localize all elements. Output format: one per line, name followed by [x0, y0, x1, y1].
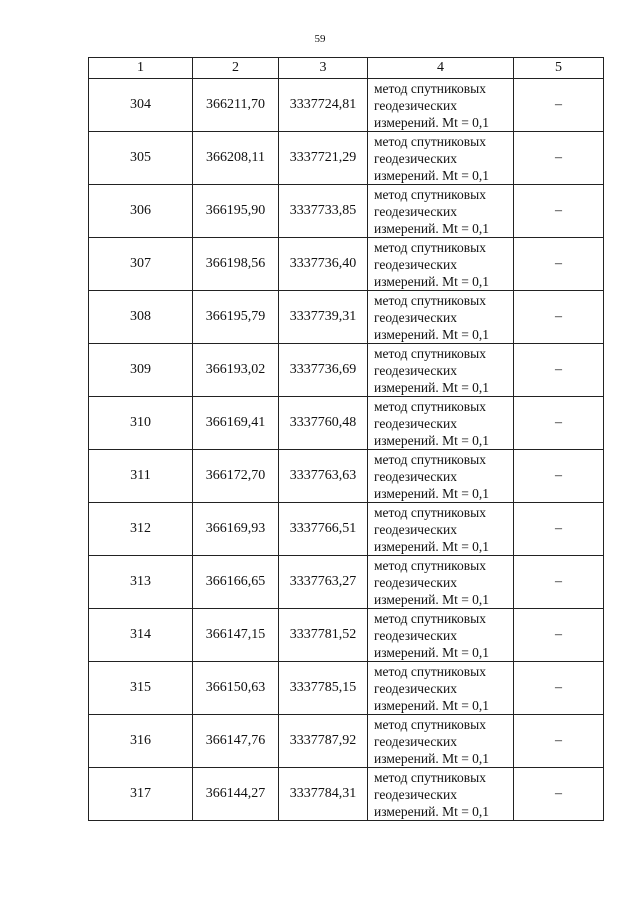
- cell-point-number: 311: [89, 450, 193, 503]
- method-line: геодезических: [374, 521, 457, 537]
- method-line: метод спутниковых: [374, 769, 486, 785]
- method-line: измерений. Mt = 0,1: [374, 538, 490, 554]
- cell-method: [368, 450, 514, 503]
- cell-x-coordinate: 366144,27: [193, 768, 279, 821]
- cell-point-number: 313: [89, 556, 193, 609]
- method-line: метод спутниковых: [374, 504, 486, 520]
- method-line: геодезических: [374, 203, 457, 219]
- method-line: метод спутниковых: [374, 239, 486, 255]
- page-number: 59: [314, 33, 326, 45]
- cell-x-coordinate: 366211,70: [193, 79, 279, 132]
- header-col-1: 1: [89, 58, 193, 79]
- cell-x-coordinate: 366198,56: [193, 238, 279, 291]
- table-row: [89, 768, 604, 821]
- cell-x-coordinate: 366147,15: [193, 609, 279, 662]
- cell-x-coordinate: 366147,76: [193, 715, 279, 768]
- cell-x-coordinate: 366195,90: [193, 185, 279, 238]
- method-line: измерений. Mt = 0,1: [374, 591, 490, 607]
- method-line: метод спутниковых: [374, 345, 486, 361]
- cell-col5: –: [514, 344, 604, 397]
- method-line: геодезических: [374, 786, 457, 802]
- cell-col5: –: [514, 662, 604, 715]
- cell-method: [368, 79, 514, 132]
- table-row: [89, 79, 604, 132]
- method-line: геодезических: [374, 309, 457, 325]
- cell-method: [368, 662, 514, 715]
- cell-y-coordinate: 3337787,92: [279, 715, 368, 768]
- table-header-row: [89, 58, 604, 79]
- cell-x-coordinate: 366150,63: [193, 662, 279, 715]
- method-line: измерений. Mt = 0,1: [374, 803, 490, 819]
- header-col-3: 3: [279, 58, 368, 79]
- cell-col5: –: [514, 132, 604, 185]
- cell-point-number: 310: [89, 397, 193, 450]
- method-line: геодезических: [374, 256, 457, 272]
- cell-point-number: 317: [89, 768, 193, 821]
- method-line: измерений. Mt = 0,1: [374, 697, 490, 713]
- method-line: измерений. Mt = 0,1: [374, 273, 490, 289]
- cell-col5: –: [514, 397, 604, 450]
- method-line: геодезических: [374, 680, 457, 696]
- cell-x-coordinate: 366208,11: [193, 132, 279, 185]
- method-line: метод спутниковых: [374, 663, 486, 679]
- cell-col5: –: [514, 503, 604, 556]
- method-line: метод спутниковых: [374, 186, 486, 202]
- cell-method: [368, 132, 514, 185]
- method-line: метод спутниковых: [374, 716, 486, 732]
- header-col-4: 4: [368, 58, 514, 79]
- cell-col5: –: [514, 715, 604, 768]
- method-line: геодезических: [374, 574, 457, 590]
- table-row: [89, 238, 604, 291]
- table-row: [89, 291, 604, 344]
- table-row: [89, 715, 604, 768]
- method-line: геодезических: [374, 97, 457, 113]
- header-col-2: 2: [193, 58, 279, 79]
- cell-y-coordinate: 3337760,48: [279, 397, 368, 450]
- cell-x-coordinate: 366172,70: [193, 450, 279, 503]
- cell-col5: –: [514, 609, 604, 662]
- cell-y-coordinate: 3337736,69: [279, 344, 368, 397]
- cell-x-coordinate: 366166,65: [193, 556, 279, 609]
- method-line: метод спутниковых: [374, 557, 486, 573]
- cell-method: [368, 715, 514, 768]
- cell-point-number: 305: [89, 132, 193, 185]
- method-line: измерений. Mt = 0,1: [374, 326, 490, 342]
- method-line: измерений. Mt = 0,1: [374, 379, 490, 395]
- cell-y-coordinate: 3337733,85: [279, 185, 368, 238]
- table-row: [89, 556, 604, 609]
- method-line: измерений. Mt = 0,1: [374, 750, 490, 766]
- table-row: [89, 450, 604, 503]
- method-line: измерений. Mt = 0,1: [374, 114, 490, 130]
- method-line: измерений. Mt = 0,1: [374, 644, 490, 660]
- cell-col5: –: [514, 79, 604, 132]
- cell-col5: –: [514, 556, 604, 609]
- cell-y-coordinate: 3337721,29: [279, 132, 368, 185]
- cell-col5: –: [514, 450, 604, 503]
- cell-method: [368, 344, 514, 397]
- cell-point-number: 308: [89, 291, 193, 344]
- cell-method: [368, 556, 514, 609]
- method-line: метод спутниковых: [374, 80, 486, 96]
- cell-method: [368, 503, 514, 556]
- header-col-5: 5: [514, 58, 604, 79]
- cell-y-coordinate: 3337763,63: [279, 450, 368, 503]
- cell-point-number: 316: [89, 715, 193, 768]
- table-row: [89, 185, 604, 238]
- method-line: измерений. Mt = 0,1: [374, 220, 490, 236]
- table-row: [89, 503, 604, 556]
- cell-y-coordinate: 3337763,27: [279, 556, 368, 609]
- table-row: [89, 609, 604, 662]
- cell-method: [368, 397, 514, 450]
- cell-method: [368, 185, 514, 238]
- table-row: [89, 662, 604, 715]
- cell-point-number: 315: [89, 662, 193, 715]
- method-line: метод спутниковых: [374, 451, 486, 467]
- method-line: геодезических: [374, 150, 457, 166]
- cell-point-number: 314: [89, 609, 193, 662]
- method-line: метод спутниковых: [374, 610, 486, 626]
- method-line: геодезических: [374, 415, 457, 431]
- method-line: геодезических: [374, 468, 457, 484]
- cell-y-coordinate: 3337736,40: [279, 238, 368, 291]
- cell-y-coordinate: 3337785,15: [279, 662, 368, 715]
- cell-x-coordinate: 366193,02: [193, 344, 279, 397]
- cell-point-number: 307: [89, 238, 193, 291]
- cell-col5: –: [514, 768, 604, 821]
- method-line: геодезических: [374, 362, 457, 378]
- method-line: метод спутниковых: [374, 292, 486, 308]
- method-line: измерений. Mt = 0,1: [374, 432, 490, 448]
- cell-method: [368, 291, 514, 344]
- cell-point-number: 304: [89, 79, 193, 132]
- method-line: измерений. Mt = 0,1: [374, 167, 490, 183]
- cell-col5: –: [514, 291, 604, 344]
- cell-x-coordinate: 366195,79: [193, 291, 279, 344]
- cell-point-number: 309: [89, 344, 193, 397]
- method-line: геодезических: [374, 627, 457, 643]
- cell-method: [368, 238, 514, 291]
- cell-x-coordinate: 366169,41: [193, 397, 279, 450]
- table-row: [89, 132, 604, 185]
- cell-y-coordinate: 3337724,81: [279, 79, 368, 132]
- coordinates-table: [88, 57, 604, 821]
- method-line: геодезических: [374, 733, 457, 749]
- cell-col5: –: [514, 238, 604, 291]
- cell-col5: –: [514, 185, 604, 238]
- table-row: [89, 397, 604, 450]
- table-row: [89, 344, 604, 397]
- method-line: измерений. Mt = 0,1: [374, 485, 490, 501]
- cell-method: [368, 609, 514, 662]
- method-line: метод спутниковых: [374, 133, 486, 149]
- cell-y-coordinate: 3337784,31: [279, 768, 368, 821]
- cell-point-number: 312: [89, 503, 193, 556]
- cell-method: [368, 768, 514, 821]
- cell-y-coordinate: 3337739,31: [279, 291, 368, 344]
- cell-y-coordinate: 3337766,51: [279, 503, 368, 556]
- cell-point-number: 306: [89, 185, 193, 238]
- cell-x-coordinate: 366169,93: [193, 503, 279, 556]
- method-line: метод спутниковых: [374, 398, 486, 414]
- cell-y-coordinate: 3337781,52: [279, 609, 368, 662]
